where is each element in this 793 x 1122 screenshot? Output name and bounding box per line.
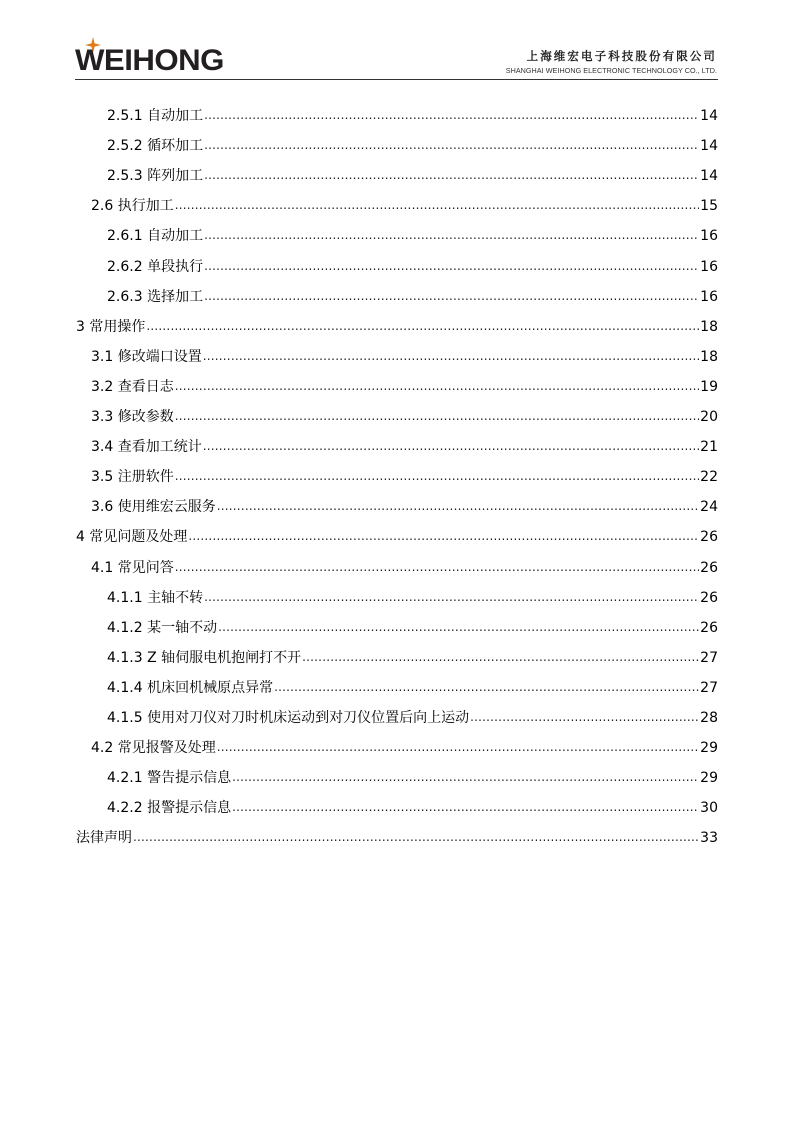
company-name-chinese: 上海维宏电子科技股份有限公司 xyxy=(526,49,717,63)
toc-entry-title: 4.1.2 某一轴不动 xyxy=(107,619,218,636)
toc-entry-page-number: 27 xyxy=(700,679,718,696)
toc-dot-leader xyxy=(470,707,699,727)
toc-entry[interactable] xyxy=(91,407,718,427)
toc-entry[interactable] xyxy=(91,377,718,397)
toc-entry-page-number: 15 xyxy=(700,198,718,215)
toc-dot-leader xyxy=(204,256,699,276)
toc-entry[interactable] xyxy=(76,317,718,337)
toc-entry[interactable] xyxy=(107,648,718,668)
toc-entry-title: 3.6 使用维宏云服务 xyxy=(91,499,216,516)
toc-entry-title: 4.1.4 机床回机械原点异常 xyxy=(107,679,274,696)
toc-entry-page-number: 27 xyxy=(700,649,718,666)
toc-entry[interactable] xyxy=(107,708,718,728)
toc-entry-page-number: 28 xyxy=(700,710,718,726)
toc-dot-leader xyxy=(188,526,699,546)
toc-entry-title: 4.1 常见问答 xyxy=(91,559,174,576)
toc-entry[interactable] xyxy=(91,558,718,578)
toc-entry-page-number: 14 xyxy=(700,108,718,124)
toc-dot-leader xyxy=(204,105,699,125)
toc-dot-leader xyxy=(302,647,699,667)
toc-entry-page-number: 14 xyxy=(700,138,718,155)
toc-entry-page-number: 29 xyxy=(700,770,718,787)
toc-entry-page-number: 16 xyxy=(700,228,718,245)
toc-entry-title: 2.6 执行加工 xyxy=(91,198,174,215)
toc-entry[interactable] xyxy=(76,527,718,547)
page-header xyxy=(0,0,793,82)
toc-entry[interactable] xyxy=(91,437,718,457)
toc-dot-leader xyxy=(203,346,699,366)
toc-entry-title: 法律声明 xyxy=(76,830,132,847)
toc-entry-title: 2.6.1 自动加工 xyxy=(107,228,204,245)
toc-entry-page-number: 24 xyxy=(700,499,718,516)
toc-entry[interactable] xyxy=(91,196,718,216)
toc-dot-leader xyxy=(218,617,699,637)
toc-entry-title: 2.5.2 循环加工 xyxy=(107,138,204,155)
toc-dot-leader xyxy=(204,225,699,245)
company-name-english: SHANGHAI WEIHONG ELECTRONIC TECHNOLOGY CO., LTD. xyxy=(505,66,717,75)
toc-entry-title: 4.1.3 Z 轴伺服电机抱闸打不开 xyxy=(107,649,302,666)
toc-entry[interactable] xyxy=(91,347,718,367)
toc-dot-leader xyxy=(204,286,699,306)
toc-entry[interactable] xyxy=(107,618,718,638)
toc-dot-leader xyxy=(175,557,699,577)
toc-entry[interactable] xyxy=(107,136,718,156)
toc-entry-title: 2.5.3 阵列加工 xyxy=(107,168,204,185)
toc-entry-title: 3.2 查看日志 xyxy=(91,378,174,395)
toc-entry[interactable] xyxy=(107,798,718,818)
toc-entry[interactable] xyxy=(91,467,718,487)
toc-dot-leader xyxy=(274,677,699,697)
toc-entry[interactable] xyxy=(107,287,718,307)
toc-entry[interactable] xyxy=(107,678,718,698)
toc-entry-title: 3.4 查看加工统计 xyxy=(91,439,202,456)
toc-entry[interactable] xyxy=(107,226,718,246)
toc-entry[interactable] xyxy=(76,828,718,848)
toc-entry-page-number: 16 xyxy=(700,288,718,305)
toc-entry[interactable] xyxy=(107,106,718,126)
toc-entry-page-number: 20 xyxy=(700,409,718,425)
toc-dot-leader xyxy=(217,496,699,516)
toc-entry[interactable] xyxy=(107,166,718,186)
toc-dot-leader xyxy=(175,376,699,396)
toc-dot-leader xyxy=(232,767,699,787)
toc-dot-leader xyxy=(204,165,699,185)
toc-entry-title: 2.5.1 自动加工 xyxy=(107,108,204,124)
toc-entry-page-number: 21 xyxy=(700,439,718,456)
logo-wordmark: WEIHONG xyxy=(75,44,224,77)
toc-entry-title: 2.6.3 选择加工 xyxy=(107,288,204,305)
toc-entry-title: 4 常见问题及处理 xyxy=(76,529,188,546)
toc-dot-leader xyxy=(133,827,699,847)
toc-entry-page-number: 26 xyxy=(700,589,718,606)
toc-entry-page-number: 26 xyxy=(700,559,718,576)
toc-entry-page-number: 26 xyxy=(700,619,718,636)
toc-entry-page-number: 26 xyxy=(700,529,718,546)
toc-entry-page-number: 18 xyxy=(700,318,718,335)
toc-dot-leader xyxy=(204,587,699,607)
toc-entry-page-number: 14 xyxy=(700,168,718,185)
toc-entry-page-number: 30 xyxy=(700,800,718,817)
toc-entry-title: 4.1.1 主轴不转 xyxy=(107,589,204,606)
toc-dot-leader xyxy=(146,316,699,336)
toc-entry-page-number: 33 xyxy=(700,830,718,847)
toc-entry-page-number: 16 xyxy=(700,258,718,275)
toc-entry[interactable] xyxy=(107,257,718,277)
toc-entry-title: 3.1 修改端口设置 xyxy=(91,348,202,365)
toc-dot-leader xyxy=(232,797,699,817)
toc-entry-title: 3.5 注册软件 xyxy=(91,469,174,486)
toc-entry-title: 4.1.5 使用对刀仪对刀时机床运动到对刀仪位置后向上运动 xyxy=(107,710,470,726)
toc-entry-title: 2.6.2 单段执行 xyxy=(107,258,204,275)
toc-entry-title: 3.3 修改参数 xyxy=(91,409,174,425)
toc-entry-title: 4.2 常见报警及处理 xyxy=(91,740,216,757)
toc-entry-page-number: 22 xyxy=(700,469,718,486)
toc-entry[interactable] xyxy=(107,588,718,608)
toc-entry-page-number: 19 xyxy=(700,378,718,395)
toc-entry[interactable] xyxy=(91,497,718,517)
toc-entry-title: 3 常用操作 xyxy=(76,318,146,335)
toc-dot-leader xyxy=(175,406,699,426)
toc-dot-leader xyxy=(175,466,699,486)
toc-entry-title: 4.2.2 报警提示信息 xyxy=(107,800,232,817)
header-divider xyxy=(75,79,718,80)
toc-dot-leader xyxy=(217,737,699,757)
toc-dot-leader xyxy=(203,436,699,456)
toc-dot-leader xyxy=(204,135,699,155)
toc-entry[interactable] xyxy=(91,738,718,758)
toc-entry[interactable] xyxy=(107,768,718,788)
toc-entry-page-number: 29 xyxy=(700,740,718,757)
toc-dot-leader xyxy=(175,195,699,215)
toc-entry-title: 4.2.1 警告提示信息 xyxy=(107,770,232,787)
toc-entry-page-number: 18 xyxy=(700,348,718,365)
